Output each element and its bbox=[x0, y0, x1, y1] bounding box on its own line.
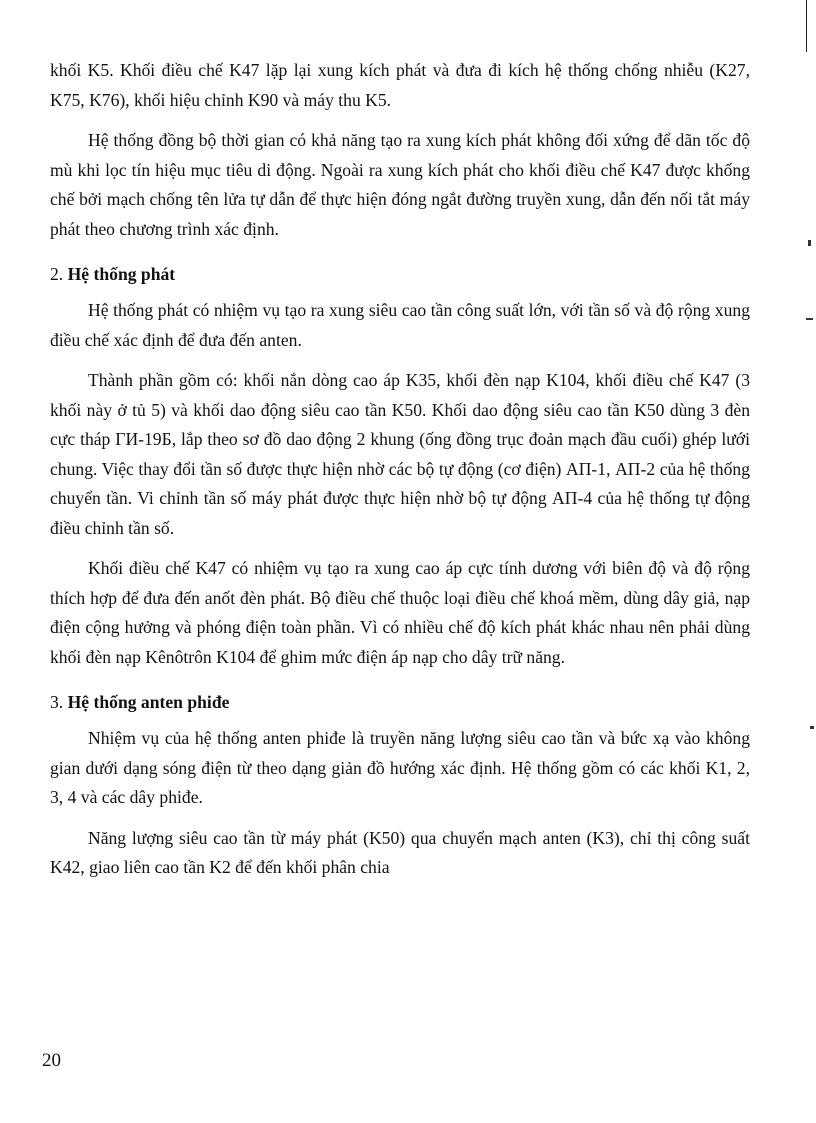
scan-edge-mark bbox=[806, 318, 813, 320]
section-number: 3. bbox=[50, 692, 64, 712]
section-title: Hệ thống phát bbox=[67, 264, 176, 284]
paragraph: Nhiệm vụ của hệ thống anten phiđe là truyền năng lượng siêu cao tần và bức xạ vào không gian dưới dạng sóng điện từ theo dạng giản đồ hướng xác định. Hệ thống gồm có các khối K1, 2, 3, 4 và các dây phiđe. bbox=[50, 728, 750, 807]
section-number: 2. bbox=[50, 264, 64, 284]
section-heading-2 bbox=[50, 260, 750, 289]
paragraph: khối K5. Khối điều chế K47 lặp lại xung kích phát và đưa đi kích hệ thống chống nhiễu (K27, K75, K76), khối hiệu chỉnh K90 và máy thu K5. bbox=[50, 60, 750, 110]
page-number: 20 bbox=[42, 1050, 61, 1071]
paragraph: Hệ thống phát có nhiệm vụ tạo ra xung siêu cao tần công suất lớn, với tần số và độ rộng xung điều chế xác định để đưa đến anten. bbox=[50, 300, 750, 350]
section-title: Hệ thống anten phiđe bbox=[67, 692, 230, 712]
page-body bbox=[50, 56, 750, 894]
paragraph: Thành phần gồm có: khối nắn dòng cao áp K35, khối đèn nạp K104, khối điều chế K47 (3 khối này ở tủ 5) và khối dao động siêu cao tần K50. Khối dao động siêu cao tần K50 dùng 3 đèn cực tháp ГИ-19Б, lắp theo sơ đồ dao động 2 khung (ống đồng trục đoản mạch đầu cuối) ghép lưới chung. Việc thay đổi tần số được thực hiện nhờ các bộ tự động (cơ điện) АП-1, АП-2 của hệ thống chuyển tần. Vi chỉnh tần số máy phát được thực hiện nhờ bộ tự động АП-4 của hệ thống tự động điều chỉnh tần số. bbox=[50, 370, 750, 538]
paragraph: Khối điều chế K47 có nhiệm vụ tạo ra xung cao áp cực tính dương với biên độ và độ rộng thích hợp để đưa đến anốt đèn phát. Bộ điều chế thuộc loại điều chế khoá mềm, dùng dây giả, nạp điện cộng hưởng và phóng điện toàn phần. Vì có nhiều chế độ kích phát khác nhau nên phải dùng khối đèn nạp Kênôtrôn K104 để ghim mức điện áp nạp cho dây trữ năng. bbox=[50, 558, 750, 667]
paragraph: Hệ thống đồng bộ thời gian có khả năng tạo ra xung kích phát không đối xứng để dãn tốc độ mù khi lọc tín hiệu mục tiêu di động. Ngoài ra xung kích phát cho khối điều chế K47 được khống chế bởi mạch chống tên lửa tự dẫn để thực hiện đóng ngắt đường truyền xung, dẫn đến nối tắt máy phát theo chương trình xác định. bbox=[50, 130, 750, 239]
scan-edge-line bbox=[806, 0, 807, 52]
scan-edge-mark bbox=[808, 240, 811, 246]
paragraph: Năng lượng siêu cao tần từ máy phát (K50) qua chuyển mạch anten (K3), chỉ thị công suất K42, giao liên cao tần K2 để đến khối phân chia bbox=[50, 827, 750, 877]
section-heading-3 bbox=[50, 688, 750, 717]
scan-edge-mark bbox=[810, 726, 814, 729]
